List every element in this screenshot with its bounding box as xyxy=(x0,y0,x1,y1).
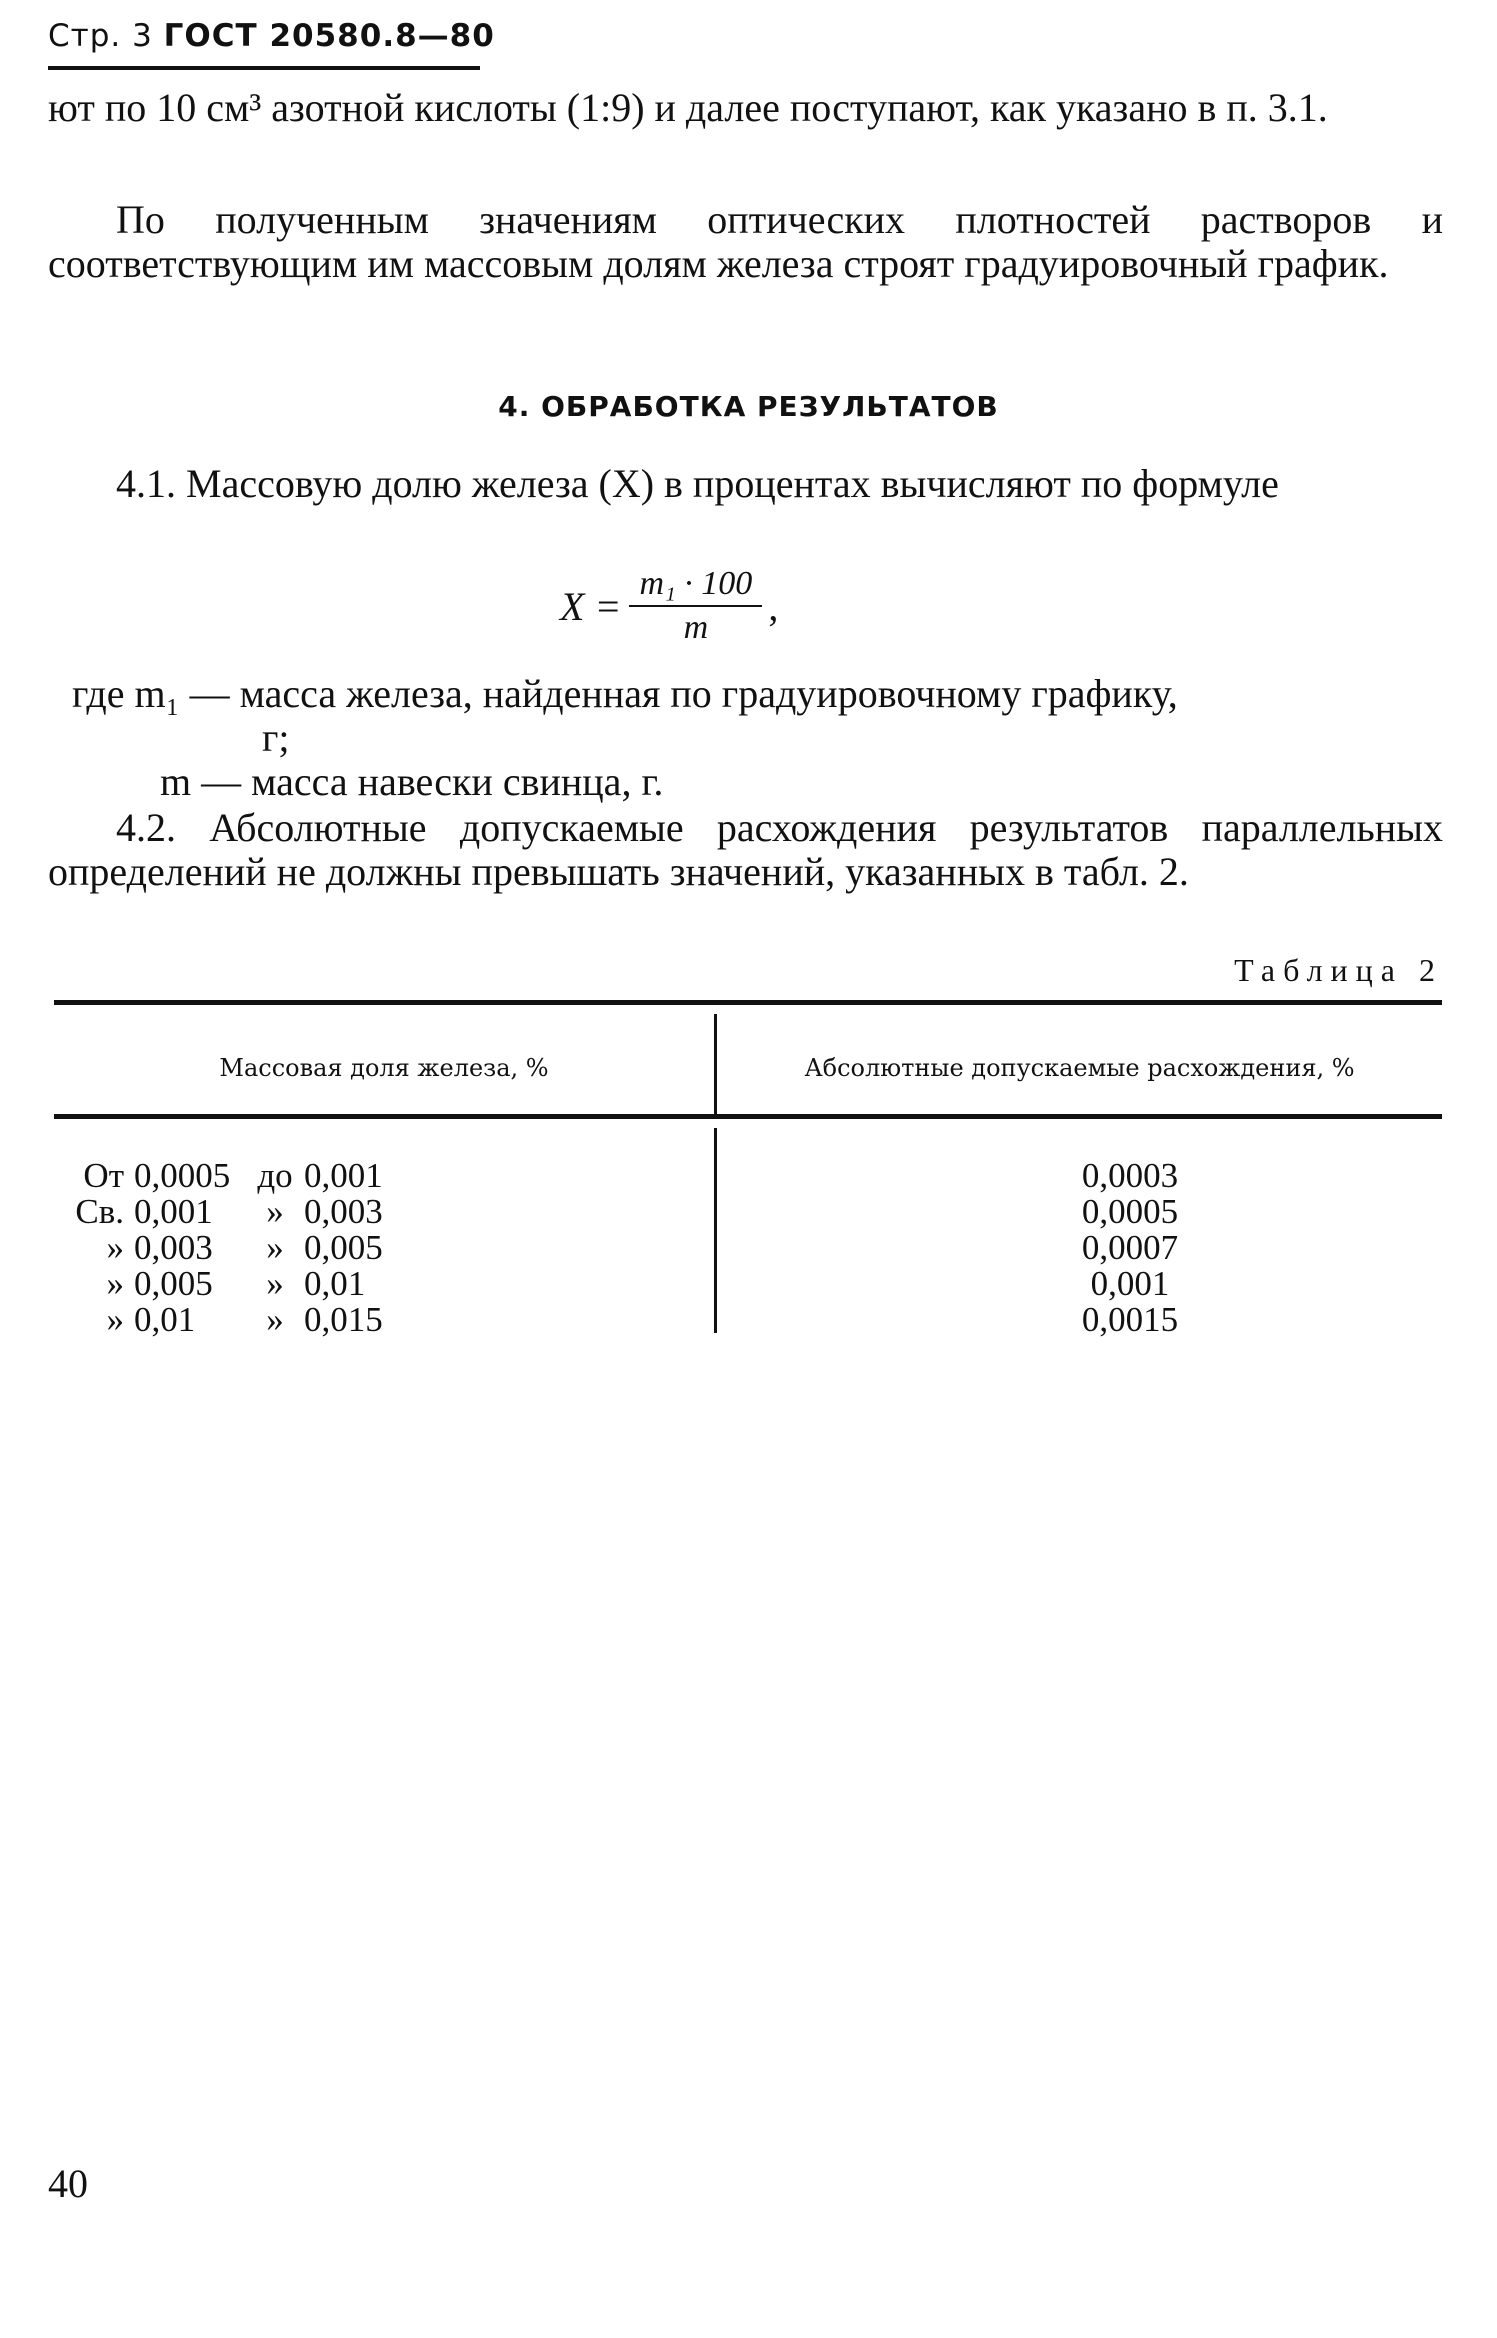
where-text-m1: — масса железа, найденная по градуировочному графику, xyxy=(189,671,1178,716)
row-from: 0,005 xyxy=(134,1264,213,1303)
table-top-rule xyxy=(54,1000,1442,1005)
where-var-m1: где m₁ xyxy=(72,671,180,716)
where-text-m: — масса навески свинца, г. xyxy=(201,759,664,804)
formula-comma: , xyxy=(768,583,779,629)
row-to: 0,003 xyxy=(304,1192,383,1231)
row-sep: » xyxy=(266,1300,284,1339)
page-header xyxy=(48,18,495,54)
section-heading: 4. ОБРАБОТКА РЕЗУЛЬТАТОВ xyxy=(498,390,999,423)
where-line-2 xyxy=(160,760,663,804)
paragraph-continuation: ют по 10 см³ азотной кислоты (1:9) и далее поступают, как указано в п. 3.1. xyxy=(48,85,1328,130)
table-value: 0,0005 xyxy=(1081,1192,1179,1231)
table-row xyxy=(48,1266,424,1302)
table-header-mass: Массовая доля железа, % xyxy=(219,1054,549,1082)
row-from: 0,003 xyxy=(134,1228,213,1267)
formula-numerator: m₁ · 100 xyxy=(629,565,762,607)
row-prefix: От xyxy=(83,1156,124,1195)
table-row xyxy=(48,1194,424,1230)
row-to: 0,015 xyxy=(304,1300,383,1339)
row-to: 0,001 xyxy=(304,1156,383,1195)
row-sep: » xyxy=(266,1228,284,1267)
header-page-label: Стр. 3 xyxy=(48,18,153,54)
row-from: 0,001 xyxy=(134,1192,213,1231)
table-caption: Таблица 2 xyxy=(1234,952,1443,988)
row-from: 0,01 xyxy=(134,1300,196,1339)
row-prefix: » xyxy=(106,1228,124,1267)
row-prefix: » xyxy=(106,1300,124,1339)
paragraph-4-2: 4.2. Абсолютные допускаемые расхождения результатов параллельных определений не должны превышать значений, указанных в табл. 2. xyxy=(48,805,1443,894)
table-value: 0,0007 xyxy=(1081,1228,1179,1267)
row-sep: » xyxy=(266,1192,284,1231)
page-number: 40 xyxy=(48,2161,88,2206)
row-to: 0,01 xyxy=(304,1264,366,1303)
header-standard: ГОСТ 20580.8—80 xyxy=(163,18,495,54)
table-ranges xyxy=(48,1158,424,1338)
header-rule xyxy=(48,66,480,70)
table-header-tolerance: Абсолютные допускаемые расхождения, % xyxy=(804,1054,1355,1082)
table-body-divider xyxy=(714,1128,717,1333)
table-header-rule xyxy=(54,1114,1442,1119)
row-from: 0,0005 xyxy=(134,1156,231,1195)
where-line-1-cont: г; xyxy=(262,715,290,760)
formula xyxy=(560,565,778,647)
row-to: 0,005 xyxy=(304,1228,383,1267)
table-row xyxy=(48,1230,424,1266)
formula-fraction xyxy=(629,565,762,647)
table-row xyxy=(48,1158,424,1194)
row-sep: » xyxy=(266,1264,284,1303)
formula-lhs: X = xyxy=(560,583,622,629)
row-prefix: Св. xyxy=(75,1192,124,1231)
where-line-1 xyxy=(72,672,1178,716)
table-row xyxy=(48,1302,424,1338)
paragraph-graph: По полученным значениям оптических плотностей растворов и соответствующим им массовым долям железа строят градуировочный график. xyxy=(48,197,1443,286)
table-value: 0,0003 xyxy=(1081,1156,1179,1195)
where-var-m: m xyxy=(160,759,192,804)
table-values xyxy=(1000,1158,1260,1338)
paragraph-4-1: 4.1. Массовую долю железа (X) в процентах вычисляют по формуле xyxy=(116,461,1279,506)
row-prefix: » xyxy=(106,1264,124,1303)
formula-denominator: m xyxy=(683,609,709,646)
table-value: 0,001 xyxy=(1090,1264,1170,1303)
table-value: 0,0015 xyxy=(1081,1300,1179,1339)
row-sep: до xyxy=(257,1156,293,1195)
